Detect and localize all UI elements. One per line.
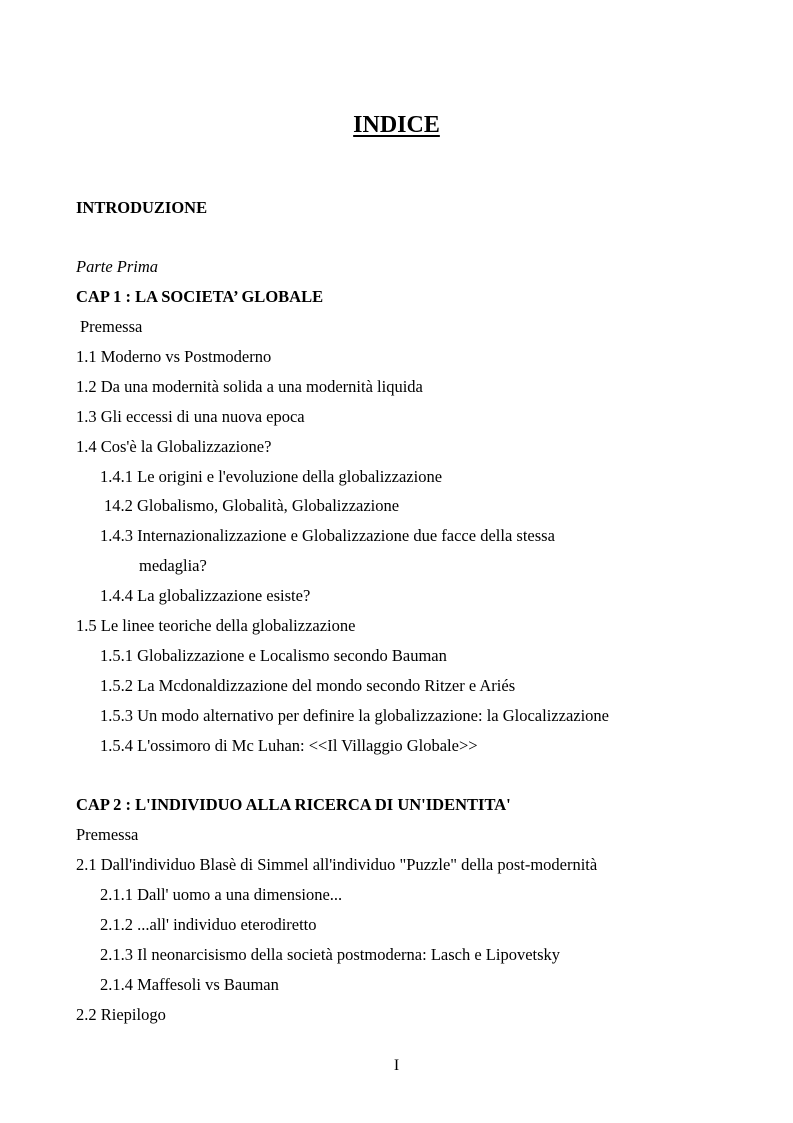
part-label: Parte Prima	[76, 257, 159, 276]
toc-subentry: 2.1.2 ...all' individuo eterodiretto	[100, 915, 317, 934]
chapter-2-heading: CAP 2 : L'INDIVIDUO ALLA RICERCA DI UN'IDENTITA'	[76, 795, 511, 814]
toc-subentry: 2.1.3 Il neonarcisismo della società postmoderna: Lasch e Lipovetsky	[100, 945, 561, 964]
toc-subentry: 1.5.3 Un modo alternativo per definire la globalizzazione: la Glocalizzazione	[100, 706, 609, 725]
page-number: I	[393, 1057, 400, 1074]
chapter-1-heading: CAP 1 : LA SOCIETA’ GLOBALE	[76, 287, 324, 306]
toc-entry: 1.3 Gli eccessi di una nuova epoca	[76, 407, 305, 426]
toc-subentry: 1.4.4 La globalizzazione esiste?	[100, 586, 311, 605]
toc-subentry: 14.2 Globalismo, Globalità, Globalizzazione	[104, 496, 400, 515]
toc-subentry: 1.5.4 L'ossimoro di Mc Luhan: <<Il Villaggio Globale>>	[100, 736, 478, 755]
toc-subentry-continuation: medaglia?	[139, 556, 207, 575]
toc-entry: 1.2 Da una modernità solida a una modernità liquida	[76, 377, 423, 396]
toc-subentry: 1.5.2 La Mcdonaldizzazione del mondo secondo Ritzer e Ariés	[100, 676, 516, 695]
toc-subentry: 2.1.4 Maffesoli vs Bauman	[100, 975, 279, 994]
intro-heading: INTRODUZIONE	[76, 198, 208, 217]
toc-entry: 1.5 Le linee teoriche della globalizzazione	[76, 616, 356, 635]
toc-entry: 2.1 Dall'individuo Blasè di Simmel all'individuo "Puzzle" della post-modernità	[76, 855, 598, 874]
toc-entry: Premessa	[76, 825, 139, 844]
toc-entry: 2.2 Riepilogo	[76, 1005, 166, 1024]
toc-subentry: 1.4.3 Internazionalizzazione e Globalizzazione due facce della stessa	[100, 526, 555, 545]
toc-entry: 1.4 Cos'è la Globalizzazione?	[76, 437, 272, 456]
page-title: INDICE	[353, 112, 440, 138]
toc-subentry: 1.4.1 Le origini e l'evoluzione della globalizzazione	[100, 467, 443, 486]
toc-subentry: 2.1.1 Dall' uomo a una dimensione...	[100, 885, 343, 904]
toc-entry: 1.1 Moderno vs Postmoderno	[76, 347, 272, 366]
toc-entry: Premessa	[80, 317, 143, 336]
toc-subentry: 1.5.1 Globalizzazione e Localismo secondo Bauman	[100, 646, 447, 665]
